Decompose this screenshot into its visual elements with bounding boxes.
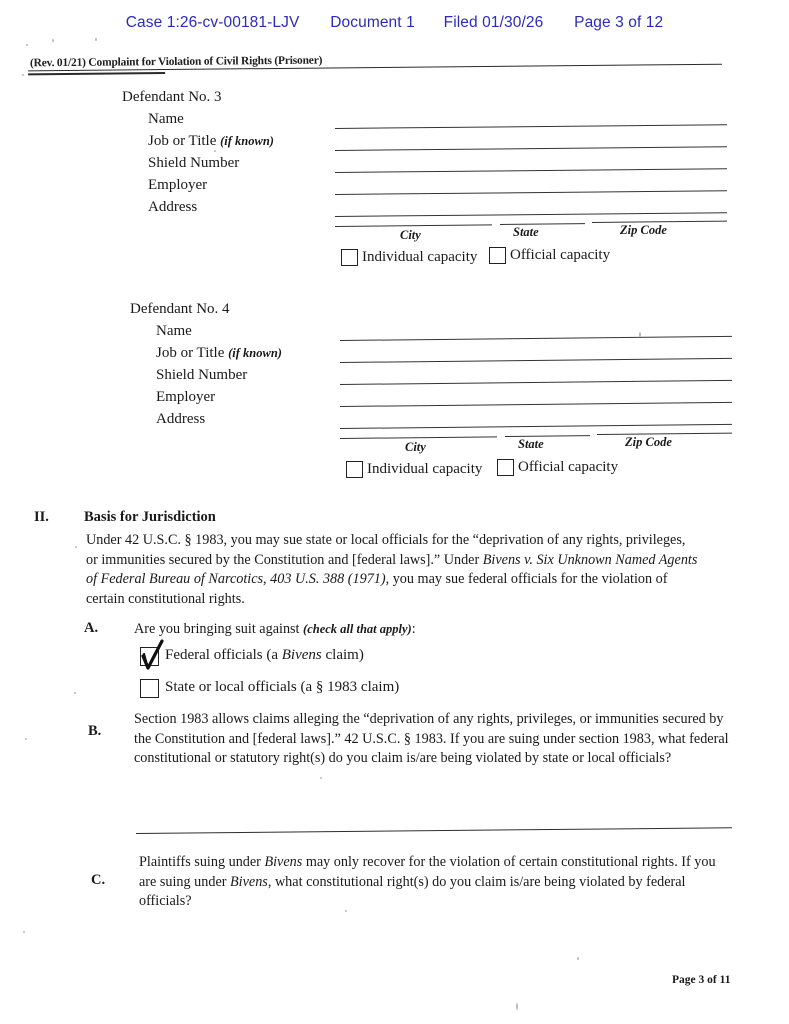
- item-a-prompt-part1: Are you bringing suit against: [134, 621, 304, 637]
- defendant-3-official-capacity-checkbox[interactable]: [489, 247, 506, 264]
- item-a-federal-officials-label: Federal officials (a Bivens claim): [165, 647, 364, 663]
- item-b-prompt: Section 1983 allows claims alleging the “deprivation of any rights, privileges, or immunities secured by the Constitution and [federal laws].” 42 U.S.C. § 1983. If you are suing under section 1983, what federal constitutional or statutory right(s) do you claim is/are being violated by state or local officials?: [134, 711, 729, 766]
- scan-speckle: [52, 39, 54, 42]
- item-c-part3: , what constitutional right(s) do you claim is/are being violated by federal officials?: [139, 873, 686, 909]
- scan-speckle: [23, 931, 25, 933]
- scan-speckle: [345, 910, 347, 912]
- item-a-prompt-part2: :: [411, 621, 416, 637]
- section-ii-intro-part1: Under 42 U.S.C. § 1983, you may sue state or local officials for the “deprivation of any rights, privileges, or immunities secured by the Constitution and [federal laws].” Under: [86, 532, 686, 568]
- defendant-3-name-input-line[interactable]: [335, 124, 727, 129]
- header-rule-bottom: [28, 72, 165, 75]
- scan-speckle: [577, 957, 579, 960]
- section-ii-intro-paragraph: [86, 531, 700, 609]
- item-a-state-local-officials-checkbox[interactable]: [140, 679, 159, 698]
- defendant-4-state-label: State: [518, 437, 544, 451]
- defendant-4-official-capacity-checkbox[interactable]: [497, 459, 514, 476]
- item-a-prompt-instruction: (check all that apply): [303, 622, 412, 636]
- defendant-4-individual-capacity-label: Individual capacity: [367, 461, 483, 477]
- scan-speckle: [214, 150, 216, 152]
- scan-speckle: [95, 38, 97, 41]
- section-ii-intro-part2: , you may sue federal officials for the violation of certain constitutional rights.: [86, 571, 668, 607]
- scan-speckle: [25, 738, 27, 740]
- scan-speckle: [74, 692, 76, 694]
- scan-speckle: [75, 546, 77, 548]
- form-revision-label: (Rev. 01/21) Complaint for Violation of Civil Rights (Prisoner): [29, 54, 323, 70]
- ecf-header-stamp: [0, 14, 789, 32]
- item-a-federal-officials-checkbox[interactable]: [140, 647, 159, 666]
- footer-page-number: Page 3 of 11: [672, 974, 731, 986]
- item-b-letter: B.: [88, 723, 102, 739]
- defendant-3-individual-capacity-checkbox[interactable]: [341, 249, 358, 266]
- defendant-4-employer-input-line[interactable]: [340, 402, 732, 407]
- ecf-filed-date: Filed 01/30/26: [443, 14, 544, 31]
- item-c-citation-2: Bivens: [230, 873, 268, 890]
- item-c-citation-1: Bivens: [264, 854, 303, 870]
- defendant-3-shield-input-line[interactable]: [335, 168, 727, 173]
- defendant-3-field-shield-label: Shield Number: [148, 155, 240, 171]
- defendant-4-title: Defendant No. 4: [130, 301, 230, 317]
- defendant-4-job-input-line[interactable]: [340, 358, 732, 363]
- defendant-3-state-label: State: [513, 225, 539, 239]
- defendant-3-job-input-line[interactable]: [335, 146, 727, 151]
- item-c-part1: Plaintiffs suing under: [139, 854, 265, 870]
- defendant-3-individual-capacity-label: Individual capacity: [362, 249, 478, 265]
- defendant-4-name-input-line[interactable]: [340, 336, 732, 341]
- section-ii-title: Basis for Jurisdiction: [84, 509, 216, 525]
- section-ii-number: II.: [34, 509, 49, 525]
- defendant-3-title: Defendant No. 3: [122, 89, 222, 105]
- scan-speckle: [26, 44, 28, 46]
- ecf-document-number: Document 1: [330, 14, 415, 31]
- ecf-page-number: Page 3 of 12: [574, 14, 664, 31]
- item-c-part2: may only recover for the violation of certain constitutional rights. If you are suing under: [139, 854, 716, 890]
- defendant-4-field-job-label: Job or Title (if known): [156, 345, 282, 361]
- defendant-4-individual-capacity-checkbox[interactable]: [346, 461, 363, 478]
- defendant-4-city-input-line[interactable]: [340, 436, 497, 439]
- scan-speckle: [22, 74, 24, 76]
- defendant-3-address-input-line[interactable]: [335, 212, 727, 217]
- defendant-3-field-employer-label: Employer: [148, 177, 208, 193]
- form-revision-header: [28, 51, 728, 76]
- item-c-letter: C.: [91, 872, 106, 888]
- scan-speckle: [639, 332, 641, 337]
- defendant-3-city-input-line[interactable]: [335, 224, 492, 227]
- defendant-4-address-input-line[interactable]: [340, 424, 732, 429]
- defendant-4-city-label: City: [405, 440, 426, 454]
- defendant-4-zip-label: Zip Code: [625, 435, 672, 449]
- defendant-4-field-employer-label: Employer: [156, 389, 216, 405]
- defendant-4-shield-input-line[interactable]: [340, 380, 732, 385]
- item-c-prompt: [139, 853, 723, 912]
- item-a-state-local-officials-label: State or local officials (a § 1983 claim): [165, 679, 400, 695]
- defendant-3-field-address-label: Address: [148, 199, 198, 215]
- defendant-4-field-name-label: Name: [156, 323, 192, 339]
- defendant-3-official-capacity-label: Official capacity: [510, 247, 611, 263]
- defendant-4-official-capacity-label: Official capacity: [518, 459, 619, 475]
- item-a-prompt: [134, 620, 634, 640]
- defendant-3-field-name-label: Name: [148, 111, 184, 127]
- defendant-3-field-job-label: Job or Title (if known): [148, 133, 274, 149]
- defendant-4-field-address-label: Address: [156, 411, 206, 427]
- defendant-4-field-shield-label: Shield Number: [156, 367, 248, 383]
- item-b-answer-input-line[interactable]: [136, 827, 732, 834]
- defendant-3-employer-input-line[interactable]: [335, 190, 727, 195]
- item-a-letter: A.: [84, 620, 99, 636]
- defendant-3-city-label: City: [400, 228, 421, 242]
- ecf-case-number: Case 1:26-cv-00181-LJV: [125, 14, 300, 31]
- scan-speckle: [516, 1003, 518, 1010]
- scan-speckle: [320, 777, 322, 779]
- section-ii-intro-case-citation: Bivens v. Six Unknown Named Agents of Federal Bureau of Narcotics, 403 U.S. 388 (1971): [86, 551, 698, 587]
- defendant-3-zip-label: Zip Code: [620, 223, 667, 237]
